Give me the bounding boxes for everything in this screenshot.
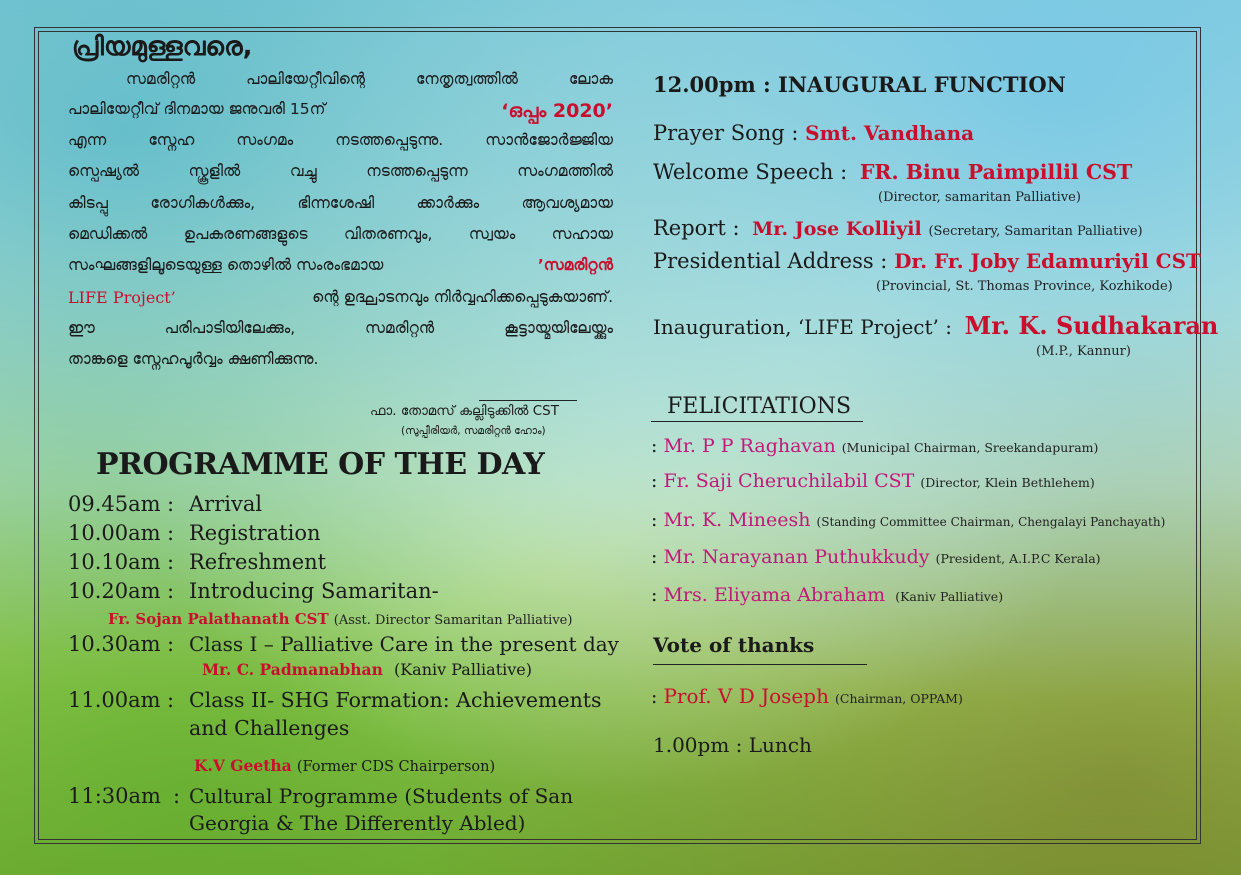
prog-event-1: Arrival — [189, 492, 263, 516]
prog-sep-7: : — [173, 784, 181, 808]
inauguration-name: Mr. K. Sudhakaran — [964, 311, 1219, 340]
prog-time-6: 11.00am — [68, 688, 161, 712]
geetha-role: (Former CDS Chairperson) — [296, 759, 496, 775]
felicitations-heading: FELICITATIONS — [667, 394, 852, 419]
oppam-highlight: ‘ഒപ്പം 2020’ — [501, 100, 613, 122]
prog-event-6: Class II- SHG Formation: Achievements — [189, 688, 602, 712]
felic-role-1: (Municipal Chairman, Sreekandapuram) — [841, 440, 1099, 455]
felic-role-5: (Kaniv Palliative) — [895, 589, 1004, 604]
prog-sep-5: : — [167, 632, 175, 656]
padma-name: Mr. C. Padmanabhan — [202, 660, 383, 679]
felic-sep-3: : — [651, 509, 658, 531]
signature-name: ഫാ. തോമസ് കല്ലിടുക്കിൽ CST — [370, 403, 559, 419]
sojan-name: Fr. Sojan Palathanath CST — [108, 610, 329, 628]
prog-event-2: Registration — [189, 521, 321, 545]
letter-line-2 — [68, 100, 613, 122]
presidential-label: Presidential Address : — [653, 249, 888, 273]
welcome-name: FR. Binu Paimpillil CST — [859, 160, 1133, 184]
letter-line-5: കിടപ്പു രോഗികൾക്കും, ഭിന്നശേഷി ക്കാർക്കും ആവശ്യമായ — [68, 194, 613, 212]
inauguration-role: (M.P., Kannur) — [1036, 344, 1131, 359]
presidential-row — [653, 249, 1201, 273]
letter-line-3: എന്ന സ്നേഹ സംഗമം നടത്തപ്പെടുന്നു. സാൻജോർജ്ജിയ — [68, 131, 613, 149]
letter-line-8-text: ന്റെ ഉദ്ഘാടനവും നിർവ്വഹിക്കപ്പെടുകയാണ്. — [312, 288, 613, 306]
vote-sep: : — [651, 686, 658, 708]
felic-sep-2: : — [651, 470, 658, 492]
prog-time-7: 11:30am — [68, 784, 161, 808]
felic-sep-5: : — [651, 584, 658, 606]
felic-name-4: Mr. Narayanan Puthukkudy — [663, 546, 930, 568]
vote-name: Prof. V D Joseph — [663, 684, 829, 708]
prog-sep-3: : — [167, 550, 175, 574]
welcome-role: (Director, samaritan Palliative) — [878, 190, 1081, 205]
class2-cont: and Challenges — [189, 716, 350, 740]
report-label: Report : — [653, 216, 740, 240]
inauguration-row — [653, 311, 1218, 340]
prog-event-4: Introducing Samaritan- — [189, 579, 439, 603]
felic-name-5: Mrs. Eliyama Abraham — [663, 584, 886, 606]
letter-line-7 — [68, 256, 613, 275]
felic-row-4 — [651, 546, 1101, 568]
prog-sep-4: : — [167, 579, 175, 603]
signature-title: (സുപ്പീരിയർ, സമരിറ്റൻ ഹോം) — [401, 425, 546, 437]
presidential-role: (Provincial, St. Thomas Province, Kozhikode) — [876, 279, 1173, 294]
felic-name-3: Mr. K. Mineesh — [663, 509, 811, 531]
letter-line-4: സ്പെഷ്യൽ സ്കൂളിൽ വച്ചു നടത്തപ്പെടുന്ന സംഗമത്തിൽ — [68, 162, 613, 180]
prayer-row — [653, 121, 974, 145]
felic-row-5 — [651, 584, 1003, 606]
padma-role: (Kaniv Palliative) — [393, 660, 533, 679]
prog-time-1: 09.45am — [68, 492, 161, 516]
prog-time-4: 10.20am — [68, 579, 161, 603]
felic-sep-4: : — [651, 546, 658, 568]
felic-role-2: (Director, Klein Bethlehem) — [920, 475, 1095, 490]
prayer-label: Prayer Song : — [653, 121, 799, 145]
prog-time-3: 10.10am — [68, 550, 161, 574]
report-name: Mr. Jose Kolliyil — [752, 218, 922, 240]
felic-row-1 — [651, 435, 1098, 457]
padma-row — [202, 660, 532, 679]
felic-row-2 — [651, 470, 1095, 492]
sojan-role: (Asst. Director Samaritan Palliative) — [333, 613, 573, 628]
prog-sep-6: : — [167, 688, 175, 712]
signature-line — [479, 400, 577, 401]
letter-line-7-text: സംഘങ്ങളിലൂടെയുള്ള തൊഴിൽ സംരംഭമായ — [68, 256, 384, 274]
felic-name-2: Fr. Saji Cheruchilabil CST — [663, 470, 915, 492]
felic-name-1: Mr. P P Raghavan — [663, 435, 836, 457]
letter-line-2-text: പാലിയേറ്റീവ് ദിനമായ ജനുവരി 15ന് — [68, 100, 326, 118]
prog-event-3: Refreshment — [189, 550, 327, 574]
letter-line-9: ഈ പരിപാടിയിലേക്കും, സമരിറ്റൻ കൂട്ടായ്മയിലേയ്ക്കും — [68, 319, 613, 337]
letter-line-8 — [68, 288, 613, 307]
prayer-name: Smt. Vandhana — [805, 121, 975, 145]
geetha-row — [194, 756, 495, 775]
felic-role-4: (President, A.I.P.C Kerala) — [935, 551, 1101, 566]
welcome-row — [653, 160, 1132, 184]
inauguration-label: Inauguration, ‘LIFE Project’ : — [653, 315, 952, 339]
prog-time-2: 10.00am — [68, 521, 161, 545]
letter-salutation: പ്രിയമുള്ളവരെ, — [72, 32, 253, 62]
report-role: (Secretary, Samaritan Palliative) — [928, 224, 1143, 239]
prog-sep-2: : — [167, 521, 175, 545]
presidential-name: Dr. Fr. Joby Edamuriyil CST — [894, 249, 1201, 273]
life-highlight-2: LIFE Project’ — [68, 288, 176, 307]
life-highlight-1: ’സമരിറ്റൻ — [537, 256, 613, 274]
programme-heading: PROGRAMME OF THE DAY — [96, 447, 545, 482]
prog-event-7: Cultural Programme (Students of San — [189, 784, 574, 808]
report-row — [653, 216, 1143, 240]
felicitations-underline — [651, 421, 863, 422]
sojan-row — [108, 609, 572, 628]
letter-line-10: താങ്കളെ സ്നേഹപൂർവ്വം ക്ഷണിക്കുന്നു. — [68, 350, 319, 368]
inaugural-heading: 12.00pm : INAUGURAL FUNCTION — [653, 72, 1066, 97]
vote-role: (Chairman, OPPAM) — [835, 691, 963, 706]
welcome-label: Welcome Speech : — [653, 160, 848, 184]
letter-line-6: മെഡിക്കൽ ഉപകരണങ്ങളുടെ വിതരണവും, സ്വയം സഹായ — [68, 225, 613, 243]
lunch-row: 1.00pm : Lunch — [653, 733, 812, 757]
prog-time-5: 10.30am — [68, 632, 161, 656]
prog-event-5: Class I – Palliative Care in the present day — [189, 632, 619, 656]
vote-row — [651, 684, 963, 708]
prog-sep-1: : — [167, 492, 175, 516]
vote-heading: Vote of thanks — [653, 633, 815, 657]
cultural-cont: Georgia & The Differently Abled) — [189, 811, 526, 835]
letter-line-1: സമരിറ്റൻ പാലിയേറ്റീവിന്റെ നേതൃത്വത്തിൽ ലോക — [126, 70, 613, 88]
felic-sep-1: : — [651, 435, 658, 457]
vote-underline — [653, 664, 867, 665]
felic-row-3 — [651, 509, 1165, 531]
felic-role-3: (Standing Committee Chairman, Chengalayi Panchayath) — [816, 515, 1166, 529]
geetha-name: K.V Geetha — [194, 756, 292, 775]
